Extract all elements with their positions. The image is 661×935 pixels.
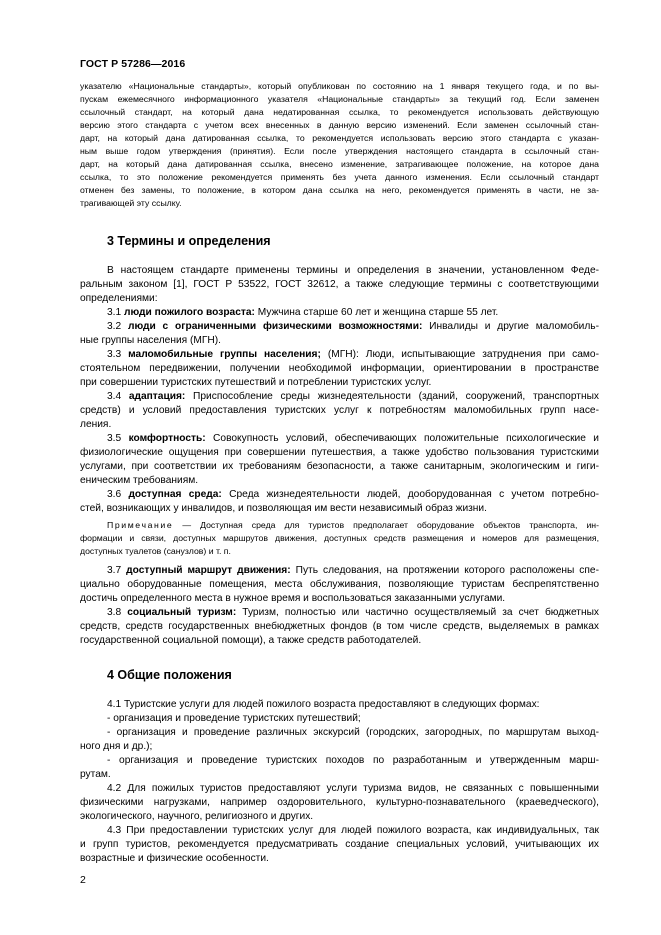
term-3-2: 3.2 люди с ограниченными физическими возможностями: Инвалиды и другие маломобиль- [107, 321, 599, 332]
text-line: еническим требованиям. [80, 475, 199, 486]
text-line: ральным законом [1], ГОСТ Р 53522, ГОСТ 32612, а также следующие термины с соответствующими [80, 279, 599, 290]
text-line: ссылка, то это положение рекомендуется применять без учета данного изменения. Если ссылочный стандарт [80, 172, 599, 182]
note-line: доступных туалетов (санузлов) и т. п. [80, 546, 231, 556]
text-line: ссылочный стандарт, на который дана недатированная ссылка, то рекомендуется использовать действующую [80, 107, 599, 117]
text-line: пускам ежемесячного информационного указателя «Национальные стандарты» за текущий год. Если заменен [80, 94, 599, 104]
text-line: ным выше годом утверждения (принятия). Если после утверждения настоящего стандарта в ссылочный стан- [80, 146, 599, 156]
term-3-4: 3.4 адаптация: Приспособление среды жизнедеятельности (зданий, сооружений, транспортных [107, 391, 599, 402]
text-line: определениями: [80, 293, 158, 304]
list-item: - организация и проведение различных экскурсий (городских, загородных, по маршрутам выход- [107, 727, 599, 738]
term-3-1: 3.1 люди пожилого возраста: Мужчина старше 60 лет и женщина старше 55 лет. [107, 307, 499, 318]
text-line: 4.2 Для пожилых туристов предоставляют услуги туризма видов, не связанных с повышенными [107, 783, 599, 794]
term-3-6: 3.6 доступная среда: Среда жизнедеятельности людей, дооборудованная с учетом потребно- [107, 489, 599, 500]
text-line: трагивающей эту ссылку. [80, 198, 182, 208]
text-line: средств) и условий предоставления туристских услуг к потребностям маломобильных групп насе- [80, 405, 599, 416]
text-line: дарт, на который дана датированная ссылка, то рекомендуется использовать версию этого стандарта с указан- [80, 133, 599, 143]
note-line: Примечание — Доступная среда для туристов предполагает оборудование объектов транспорта, ин- [107, 520, 599, 530]
text-line: В настоящем стандарте применены термины и определения в значении, установленном Феде- [107, 265, 599, 276]
text-line: достичь определенного места в нужное время и воспользоваться заказанными услугами. [80, 593, 506, 604]
list-item: - организация и проведение туристских путешествий; [107, 713, 361, 724]
text-line: 4.1 Туристские услуги для людей пожилого возраста предоставляют в следующих формах: [107, 699, 540, 710]
text-line: версию этого стандарта с учетом всех внесенных в данную версию изменений. Если заменен ссылочный стан- [80, 120, 599, 130]
text-line: средств, средств государственных внебюджетных фондов (в том числе средств, выделяемых в рамках [80, 621, 599, 632]
document-header: ГОСТ Р 57286—2016 [80, 58, 186, 70]
text-line: ления. [80, 419, 112, 430]
text-line: стей, возникающих у инвалидов, и позволяющая им вести независимый образ жизни. [80, 503, 487, 514]
text-line: стоятельном передвижении, получении необходимой информации, ориентировании в пространстве [80, 363, 599, 374]
term-3-5: 3.5 комфортность: Совокупность условий, обеспечивающих положительные психологические и [107, 433, 599, 444]
note-line: формации и связи, доступных маршрутов движения, доступных средств размещения и номеров для размещения, [80, 533, 599, 543]
text-line: и групп туристов, рекомендуется предусматривать создание специальных условий, учитывающих их [80, 839, 599, 850]
page-number: 2 [80, 874, 86, 886]
text-line: физиологические ощущения при совершении путешествия, а также удобство пользования туристскими [80, 447, 599, 458]
text-line: услугами, при соответствии их требованиям безопасности, а также санитарным, экологическим и гиги- [80, 461, 599, 472]
text-line: дарт, на который дана датированная ссылка, внесено изменение, затрагивающее положение, на которое дана [80, 159, 599, 169]
term-3-7: 3.7 доступный маршрут движения: Путь следования, на протяжении которого расположены спе- [107, 565, 599, 576]
text-line: ные группы населения (МГН). [80, 335, 221, 346]
list-item: - организация и проведение туристских походов по разработанным и утвержденным марш- [107, 755, 599, 766]
text-line: возрастные и физические особенности. [80, 853, 269, 864]
text-line: циально оборудованные помещения, места обслуживания, позволяющие туристам беспрепятственно [80, 579, 599, 590]
text-line: рутам. [80, 769, 111, 780]
term-3-8: 3.8 социальный туризм: Туризм, полностью или частично осуществляемый за счет бюджетных [107, 607, 599, 618]
text-line: экологического, научного, религиозного и других. [80, 811, 314, 822]
text-line: ного дня и др.); [80, 741, 153, 752]
section-3-title: 3 Термины и определения [107, 234, 271, 248]
section-4-title: 4 Общие положения [107, 668, 232, 682]
text-line: при совершении туристских путешествий и потреблении туристских услуг. [80, 377, 432, 388]
text-line: указателю «Национальные стандарты», который опубликован по состоянию на 1 января текущего года, и по вы- [80, 81, 599, 91]
text-line: отменен без замены, то положение, в котором дана ссылка на него, рекомендуется применять в части, не за- [80, 185, 599, 195]
text-line: государственной социальной помощи), а также средств работодателей. [80, 635, 422, 646]
term-3-3: 3.3 маломобильные группы населения; (МГН): Люди, испытывающие затруднения при само- [107, 349, 599, 360]
text-line: физическими нагрузками, например оздоровительного, культурно-познавательного (краеведческого), [80, 797, 599, 808]
text-line: 4.3 При предоставлении туристских услуг для людей пожилого возраста, как индивидуальных, так [107, 825, 599, 836]
